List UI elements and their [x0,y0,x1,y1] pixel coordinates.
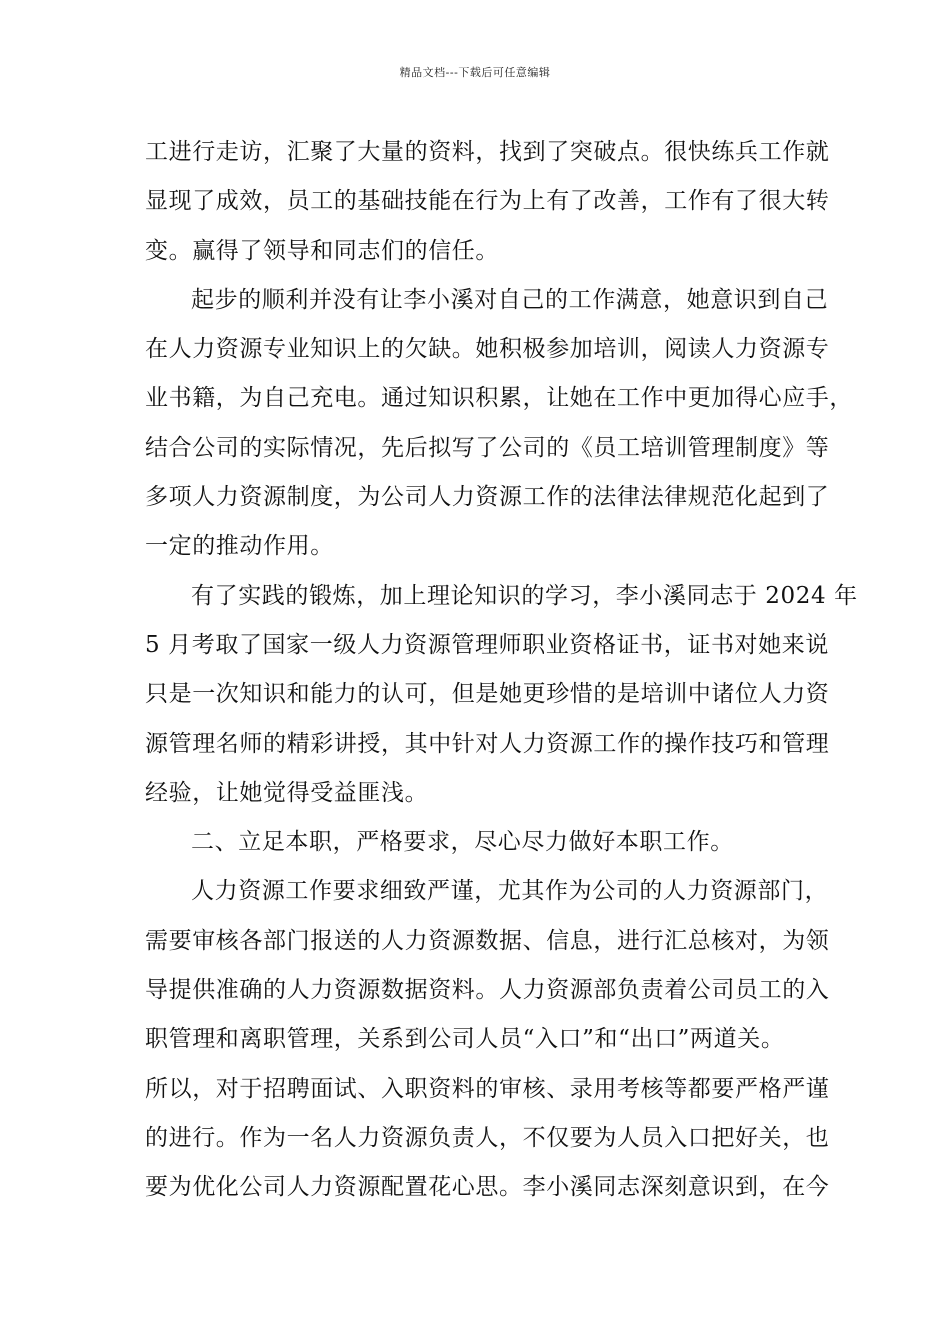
text-line: 所以，对于招聘面试、入职资料的审核、录用考核等都要严格严谨 [145,1075,830,1102]
text-line: 变。赢得了领导和同志们的信任。 [145,237,499,264]
text-line: 的进行。作为一名人力资源负责人，不仅要为人员入口把好关，也 [145,1124,830,1151]
text-line: 在人力资源专业知识上的欠缺。她积极参加培训，阅读人力资源专 [145,336,830,363]
text-line: 要为优化公司人力资源配置花心思。李小溪同志深刻意识到，在今 [145,1174,830,1201]
text-line: 5 月考取了国家一级人力资源管理师职业资格证书，证书对她来说 [145,631,829,658]
text-line: 结合公司的实际情况，先后拟写了公司的《员工培训管理制度》等 [145,434,830,461]
paragraph-start-line: 人力资源工作要求细致严谨，尤其作为公司的人力资源部门， [191,878,829,905]
paragraph-start-line: 起步的顺利并没有让李小溪对自己的工作满意，她意识到自己 [191,286,829,313]
text-line: 经验，让她觉得受益匪浅。 [145,779,429,806]
section-heading: 二、立足本职，严格要求，尽心尽力做好本职工作。 [191,829,734,856]
text-line: 职管理和离职管理，关系到公司人员“入口”和“出口”两道关。 [145,1026,785,1053]
text-line: 多项人力资源制度，为公司人力资源工作的法律法律规范化起到了 [145,484,830,511]
paragraph-start-line: 有了实践的锻炼，加上理论知识的学习，李小溪同志于 2024 年 [191,582,858,609]
text-line: 只是一次知识和能力的认可，但是她更珍惜的是培训中诸位人力资 [145,681,830,708]
text-line: 导提供准确的人力资源数据资料。人力资源部负责着公司员工的入 [145,977,830,1004]
text-line: 业书籍，为自己充电。通过知识积累，让她在工作中更加得心应手， [145,385,853,412]
document-body [145,128,858,1213]
text-line: 工进行走访，汇聚了大量的资料，找到了突破点。很快练兵工作就 [145,139,830,165]
page-header: 精品文档---下载后可任意编辑 [399,66,551,79]
text-line: 显现了成效，员工的基础技能在行为上有了改善，工作有了很大转 [145,188,830,215]
text-line: 需要审核各部门报送的人力资源数据、信息，进行汇总核对，为领 [145,927,830,954]
text-line: 源管理名师的精彩讲授，其中针对人力资源工作的操作技巧和管理 [145,730,830,757]
text-line: 一定的推动作用。 [145,533,334,560]
